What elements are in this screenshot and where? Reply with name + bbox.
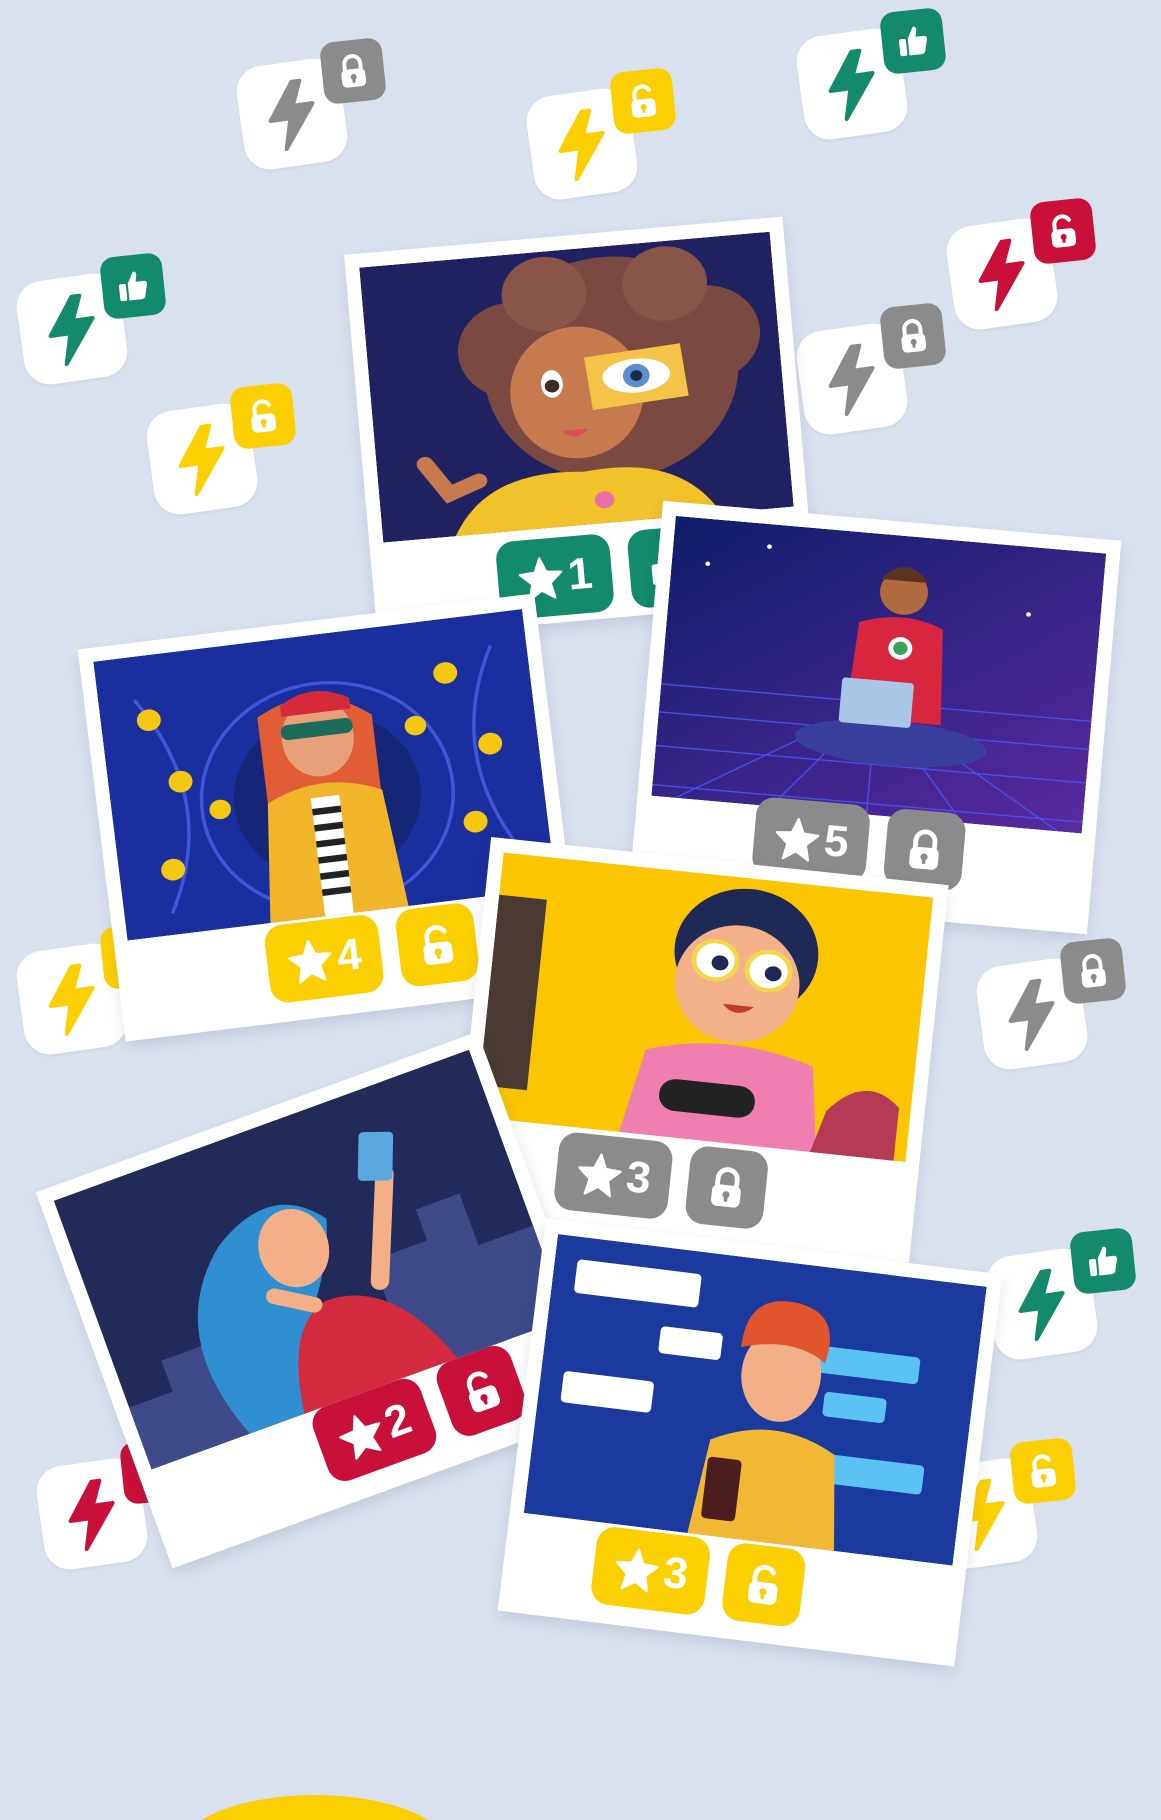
unlock-icon — [1009, 1437, 1077, 1505]
lightning-bolt-icon — [817, 46, 886, 124]
star-count-badge — [263, 913, 386, 1004]
lightning-bolt-icon — [57, 1476, 126, 1554]
card-badges — [553, 1131, 770, 1231]
bolt-sticker-lock — [800, 305, 960, 435]
boy-with-laptop-on-grid-illustration — [651, 516, 1106, 834]
lightning-bolt-icon — [257, 76, 326, 154]
unlock-icon — [1029, 197, 1097, 265]
star-count-badge — [589, 1525, 712, 1616]
lightning-bolt-icon — [547, 106, 616, 184]
star-count: 5 — [821, 816, 851, 868]
unlock-status-badge — [394, 901, 481, 988]
bolt-sticker-thumbs-up — [800, 10, 960, 140]
yellow-blob-decoration — [175, 1795, 455, 1820]
lock-icon — [1059, 937, 1127, 1005]
star-count: 3 — [660, 1547, 691, 1600]
star-count: 3 — [623, 1152, 654, 1204]
star-icon — [611, 1544, 662, 1595]
lock-icon — [879, 302, 947, 370]
lightning-bolt-icon — [167, 421, 236, 499]
thumbs-up-icon — [1069, 1227, 1137, 1295]
star-count-badge — [553, 1131, 675, 1221]
star-count: 2 — [378, 1393, 418, 1449]
unlock-icon — [609, 67, 677, 135]
star-icon — [772, 814, 822, 864]
lock-icon — [899, 824, 951, 876]
bolt-sticker-unlock — [530, 70, 690, 200]
bolt-sticker-unlock — [950, 200, 1110, 330]
man-texting-on-phone-illustration — [524, 1234, 987, 1566]
unlock-icon — [229, 382, 297, 450]
unlock-icon — [451, 1360, 513, 1422]
star-count: 4 — [334, 929, 365, 981]
unlock-icon — [738, 1558, 791, 1611]
bolt-sticker-unlock — [150, 385, 310, 515]
lightning-bolt-icon — [817, 341, 886, 419]
lock-icon — [319, 37, 387, 105]
lock-icon — [701, 1161, 754, 1214]
bolt-sticker-lock — [240, 40, 400, 170]
lightning-bolt-icon — [967, 236, 1036, 314]
bolt-sticker-thumbs-up — [20, 255, 180, 385]
unlock-icon — [411, 918, 464, 971]
kid-with-game-controller-illustration — [476, 852, 933, 1162]
girl-peeking-through-eye-card-illustration — [359, 232, 793, 543]
lightning-bolt-icon — [37, 961, 106, 1039]
lock-status-badge — [684, 1145, 770, 1231]
star-icon — [285, 935, 336, 986]
unlock-status-badge — [721, 1541, 808, 1628]
card-chat[interactable] — [498, 1218, 1003, 1666]
lightning-bolt-icon — [37, 291, 106, 369]
star-count: 1 — [565, 548, 595, 600]
bolt-sticker-lock — [980, 940, 1140, 1070]
thumbs-up-icon — [99, 252, 167, 320]
thumbs-up-icon — [879, 7, 947, 75]
star-icon — [574, 1149, 625, 1200]
bolt-sticker-thumbs-up — [990, 1230, 1150, 1360]
lightning-bolt-icon — [997, 976, 1066, 1054]
lightning-bolt-icon — [1007, 1266, 1076, 1344]
